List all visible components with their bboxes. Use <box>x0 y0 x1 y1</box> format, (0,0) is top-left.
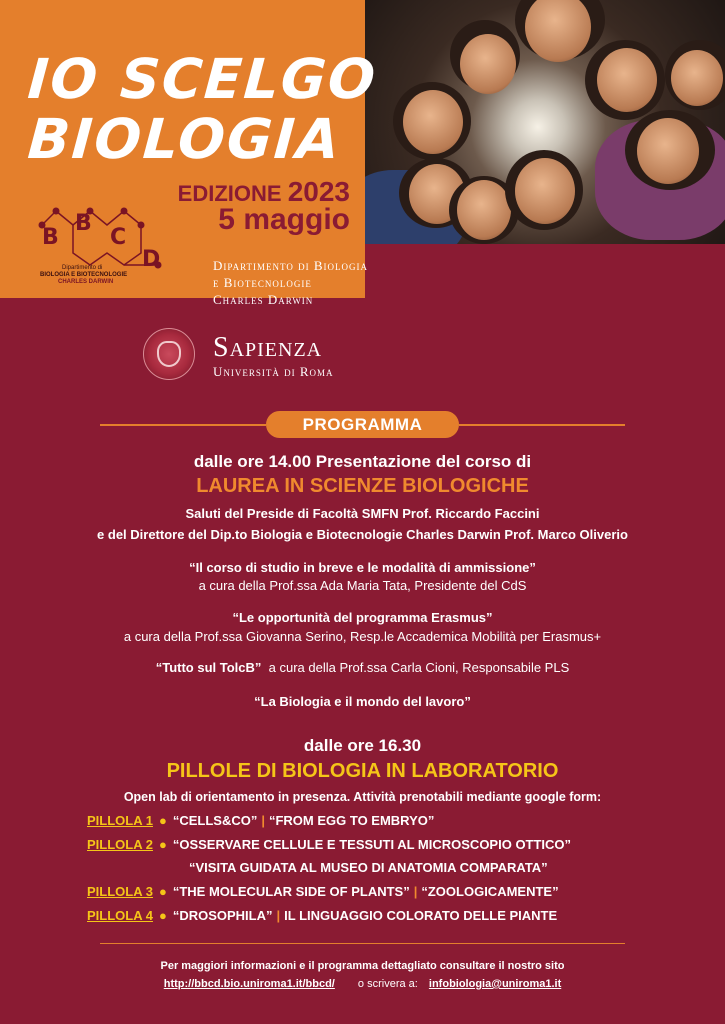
bullet-icon: ● <box>158 813 167 828</box>
website-link[interactable]: http://bbcd.bio.uniroma1.it/bbcd/ <box>163 978 335 990</box>
event-title-line2: BIOLOGIA <box>25 107 344 171</box>
talk2-title: “Le opportunità del programma Erasmus” <box>232 610 493 625</box>
footer-info: Per maggiori informazioni e il programma dettagliato consultare il nostro sito <box>160 960 565 972</box>
logo-letter-d: D <box>142 247 161 272</box>
logo-caption-line3: CHARLES DARWIN <box>58 278 114 285</box>
logo-letter-b1: B <box>42 225 59 250</box>
pill-2-activity-b: “VISITA GUIDATA AL MUSEO DI ANATOMIA COMPARATA” <box>189 860 548 875</box>
session1-title: LAUREA IN SCIENZE BIOLOGICHE <box>196 475 529 497</box>
pill-3-label: PILLOLA 3 <box>87 884 153 899</box>
pill-3-activity-a: “THE MOLECULAR SIDE OF PLANTS” <box>172 884 410 899</box>
talk4-title: “La Biologia e il mondo del lavoro” <box>254 694 471 709</box>
students-photo <box>365 0 725 244</box>
talk2-speaker: a cura della Prof.ssa Giovanna Serino, Resp.le Accademica Mobilità per Erasmus+ <box>123 629 602 644</box>
pill-4-activity-b: IL LINGUAGGIO COLORATO DELLE PIANTE <box>284 908 558 923</box>
dept-line2: e Biotecnologie <box>213 275 312 290</box>
session1-time: dalle ore 14.00 Presentazione del corso di <box>193 452 532 471</box>
university-name: Sapienza <box>213 332 323 363</box>
dept-line1: Dipartimento di Biologia <box>213 258 369 273</box>
event-title-line1: IO SCELGO <box>25 47 380 111</box>
logo-letter-c: C <box>110 225 127 250</box>
talk1-title: “Il corso di studio in breve e le modalità di ammissione” <box>189 560 536 575</box>
bullet-icon: ● <box>158 908 167 923</box>
pill-1-activity-a: “CELLS&CO” <box>172 813 258 828</box>
separator: | <box>413 884 418 899</box>
edition-text: EDIZIONE <box>177 181 282 206</box>
university-subtitle: Università di Roma <box>213 364 334 379</box>
dept-line3: Charles Darwin <box>213 292 314 307</box>
talk3-speaker: a cura della Prof.ssa Carla Cioni, Responsabile PLS <box>268 660 570 675</box>
pill-4-label: PILLOLA 4 <box>87 908 153 923</box>
pill-4-activity-a: “DROSOPHILA” <box>172 908 273 923</box>
bullet-icon: ● <box>158 837 167 852</box>
edition-year: 2023 <box>287 176 350 207</box>
pill-3-activity-b: “ZOOLOGICAMENTE” <box>421 884 559 899</box>
pill-1-label: PILLOLA 1 <box>87 813 153 828</box>
footer-divider <box>100 943 625 944</box>
greetings-line2: e del Direttore del Dip.to Biologia e Biotecnologie Charles Darwin Prof. Marco Oliverio <box>97 527 628 542</box>
separator: | <box>261 813 265 828</box>
department-name <box>213 257 368 308</box>
pill-row-3 <box>87 884 559 899</box>
email-link[interactable]: infobiologia@uniroma1.it <box>428 978 562 990</box>
pill-row-2 <box>87 837 571 852</box>
pill-1-activity-b: “FROM EGG TO EMBRYO” <box>268 813 435 828</box>
logo-letter-b2: B <box>75 211 92 236</box>
logo-caption <box>40 265 127 286</box>
session2-time: dalle ore 16.30 <box>303 736 422 755</box>
pill-2-activity-a: “OSSERVARE CELLULE E TESSUTI AL MICROSCOPIO OTTICO” <box>172 837 572 852</box>
pill-row-4 <box>87 908 557 923</box>
session2-description: Open lab di orientamento in presenza. Attività prenotabili mediante google form: <box>123 790 602 804</box>
divider-right <box>459 424 625 426</box>
divider-left <box>100 424 266 426</box>
bullet-icon: ● <box>158 884 167 899</box>
logo-caption-line2: BIOLOGIA E BIOTECNOLOGIE <box>40 271 128 278</box>
logo-caption-line1: Dipartimento di <box>62 265 103 271</box>
pill-row-1 <box>87 813 434 828</box>
sapienza-seal-icon <box>143 328 195 380</box>
session2-title: PILLOLE DI BIOLOGIA IN LABORATORIO <box>166 760 559 782</box>
pill-row-2b <box>189 860 548 875</box>
talk1-speaker: a cura della Prof.ssa Ada Maria Tata, Presidente del CdS <box>198 578 527 593</box>
event-date: 5 maggio <box>218 203 350 236</box>
talk3 <box>0 660 725 675</box>
or-write-text: o scrivera a: <box>357 978 418 990</box>
greetings-line1: Saluti del Preside di Facoltà SMFN Prof. Riccardo Faccini <box>185 506 540 521</box>
separator: | <box>276 908 281 923</box>
pill-2-label: PILLOLA 2 <box>87 837 153 852</box>
footer-contacts <box>0 978 725 990</box>
programma-heading: PROGRAMMA <box>266 411 459 438</box>
talk3-title: “Tutto sul TolcB” <box>155 660 262 675</box>
